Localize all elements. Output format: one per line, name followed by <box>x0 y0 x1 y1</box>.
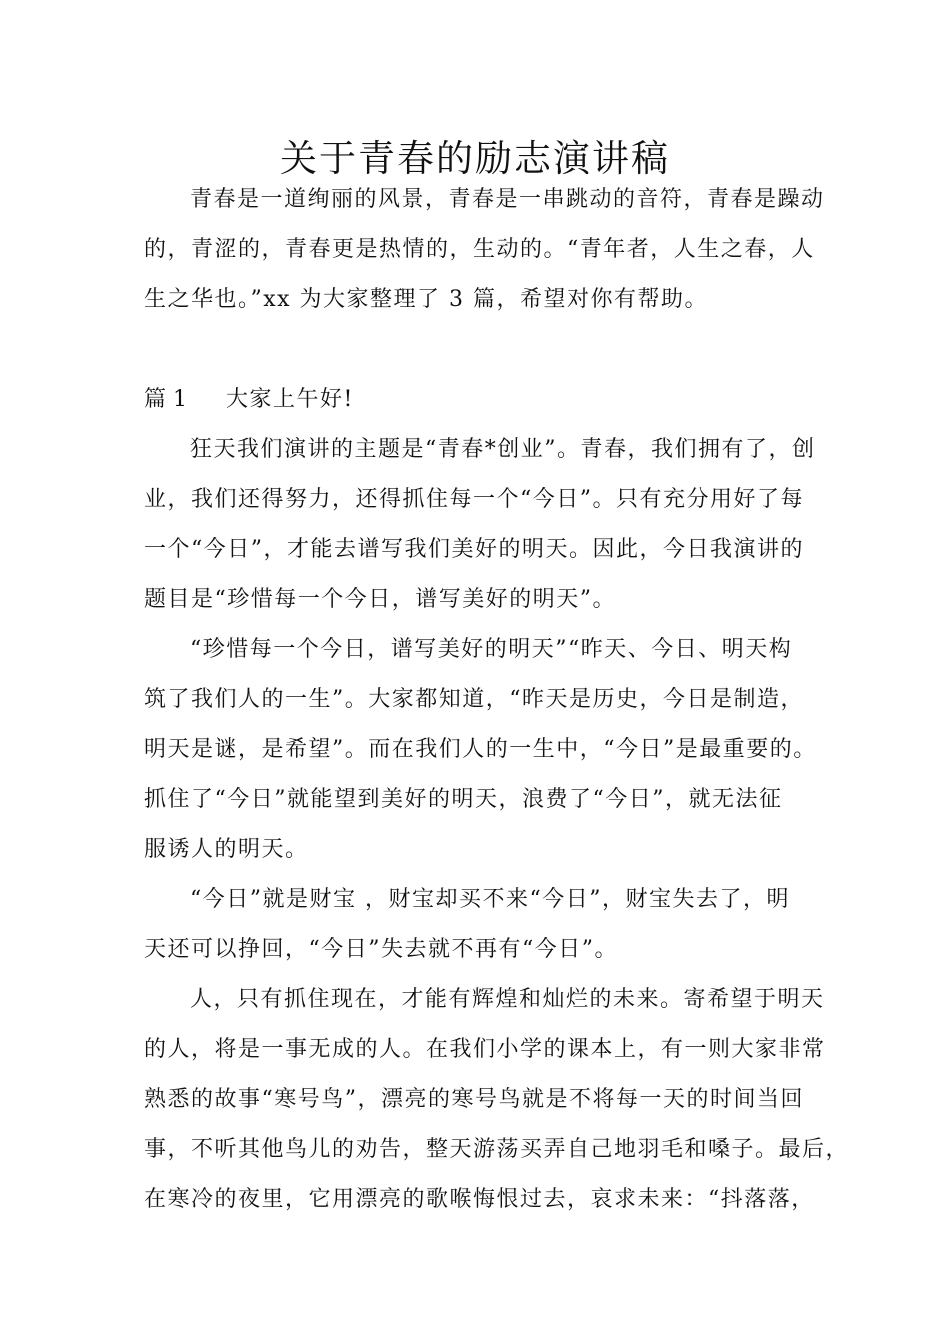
body-line: 抓住了“今日”就能望到美好的明天，浪费了“今日”，就无法征 <box>144 787 783 812</box>
body-line: 明天是谜，是希望”。而在我们人的一生中，“今日”是最重要的。 <box>144 737 817 762</box>
body-line: 人，只有抓住现在，才能有辉煌和灿烂的未来。寄希望于明天 <box>190 987 825 1012</box>
body-line: 在寒冷的夜里，它用漂亮的歌喉悔恨过去，哀求未来：“抖落落， <box>144 1187 815 1212</box>
document-title: 关于青春的励志演讲稿 <box>280 137 670 180</box>
body-line: 天还可以挣回，“今日”失去就不再有“今日”。 <box>144 937 618 962</box>
intro-line: 青春是一道绚丽的风景，青春是一串跳动的音符，青春是躁动 <box>190 187 825 212</box>
intro-line: 生之华也。”xx 为大家整理了 3 篇，希望对你有帮助。 <box>144 287 709 312</box>
body-line: 熟悉的故事“寒号鸟”，漂亮的寒号鸟就是不将每一天的时间当回 <box>144 1087 804 1112</box>
intro-line: 的，青涩的，青春更是热情的，生动的。“青年者，人生之春，人 <box>144 237 815 262</box>
body-line: 题目是“珍惜每一个今日，谱写美好的明天”。 <box>144 587 616 612</box>
body-line: 事，不听其他鸟儿的劝告，整天游荡买弄自己地羽毛和嗓子。最后， <box>144 1137 850 1162</box>
body-line: 的人，将是一事无成的人。在我们小学的课本上，有一则大家非常 <box>144 1037 826 1062</box>
body-line: 业，我们还得努力，还得抓住每一个“今日”。只有充分用好了每 <box>144 487 804 512</box>
body-line: “今日”就是财宝 ，财宝却买不来“今日”，财宝失去了，明 <box>190 887 790 912</box>
body-line: 狂天我们演讲的主题是“青春*创业”。青春，我们拥有了，创 <box>190 437 816 462</box>
section-label: 篇 1 <box>144 387 187 412</box>
section-greeting: 大家上午好! <box>226 387 354 412</box>
body-line: 一个“今日”，才能去谱写我们美好的明天。因此，今日我演讲的 <box>144 537 804 562</box>
body-line: “珍惜每一个今日，谱写美好的明天”“昨天、今日、明天构 <box>190 637 793 662</box>
body-line: 服诱人的明天。 <box>144 837 309 862</box>
body-line: 筑了我们人的一生”。大家都知道，“昨天是历史，今日是制造， <box>144 687 804 712</box>
